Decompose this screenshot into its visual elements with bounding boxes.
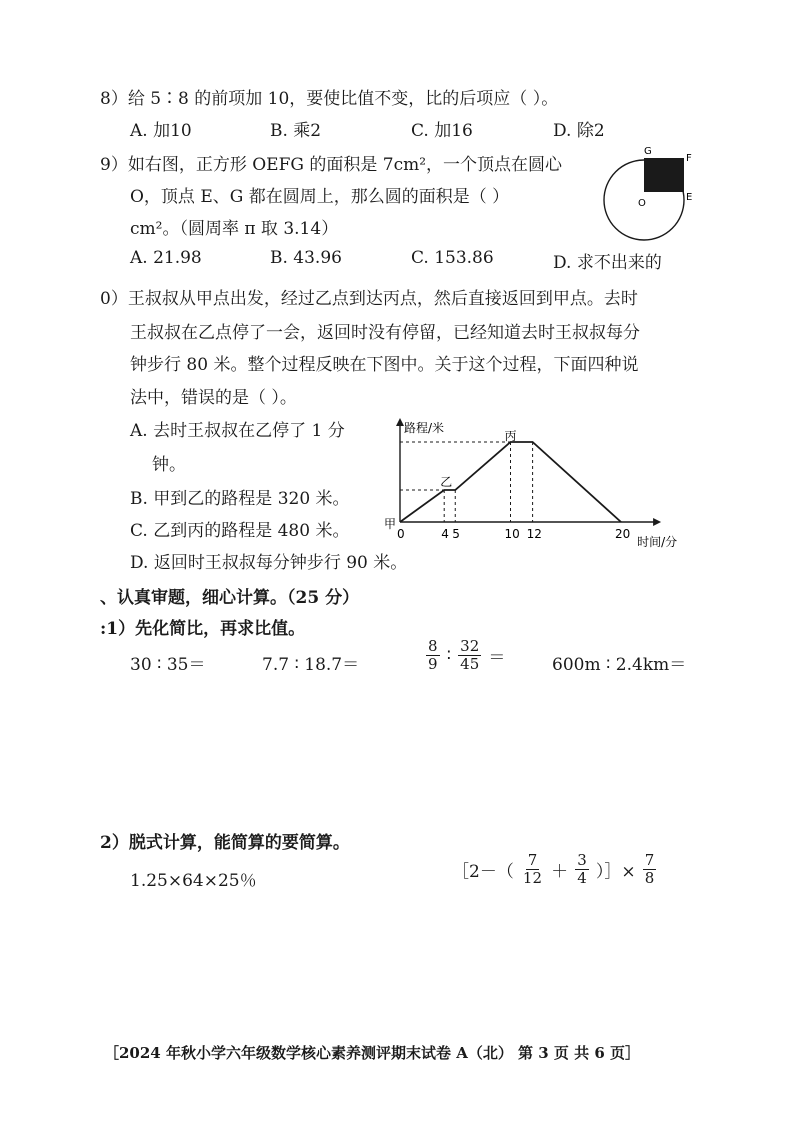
part2-title: 2）脱式计算，能简算的要简算。 [100,833,350,853]
part1-title: :1）先化简比，再求比值。 [100,619,306,639]
fraction-7-8: $\frac{7}{8}$ [644,851,655,887]
fraction-8-9: $\frac{8}{9}$ [428,637,438,673]
q10-option-b[interactable]: B. 甲到乙的路程是 320 米。 [130,489,350,509]
fraction-3-4: $\frac{3}{4}$ [577,851,587,887]
q10-line1: 0）王叔叔从甲点出发，经过乙点到达丙点，然后直接返回到甲点。去时 [100,289,638,309]
q9-line1: 9）如右图，正方形 OEFG 的面积是 7cm²，一个顶点在圆心 [100,155,563,175]
q10-option-a[interactable]: A. 去时王叔叔在乙停了 1 分 [130,421,345,441]
calc-expr-1: 1.25×64×25％ [130,871,257,891]
label-g: G [644,146,652,157]
x-axis-label: 时间/分 [637,535,678,549]
distance-time-chart [376,404,710,550]
ratio-expr-3: $\frac{8}{9}$ ∶ $\frac{32}{45}$ ＝ [428,637,506,673]
label-o: O [638,198,646,209]
ratio-expr-1: 30 ∶ 35＝ [130,655,206,675]
x-tick-label: 12 [526,527,542,541]
q9-option-d[interactable]: D. 求不出来的 [553,253,662,273]
x-axis-arrow [653,518,661,526]
q9-line3: cm²。（圆周率 π 取 3.14） [130,219,339,239]
circle-square-figure [598,142,702,242]
label-f: F [686,153,692,164]
q9-option-c[interactable]: C. 153.86 [411,248,494,268]
point-label-yi: 乙 [440,475,453,489]
q10-option-c[interactable]: C. 乙到丙的路程是 480 米。 [130,521,350,541]
q9-option-a[interactable]: A. 21.98 [130,248,202,268]
point-label-bing: 丙 [504,429,517,443]
q10-line4: 法中，错误的是（ ）。 [130,388,297,408]
q8-stem: 8）给 5∶8 的前项加 10，要使比值不变，比的后项应（ ）。 [100,89,559,109]
x-tick-label: 4 [441,527,449,541]
x-tick-label: 10 [504,527,520,541]
q8-option-c[interactable]: C. 加16 [411,121,473,141]
ratio-expr-4: 600m ∶ 2.4km＝ [552,655,687,675]
x-tick-label: 5 [452,527,460,541]
point-label-jia: 甲 [384,517,397,531]
q10-line3: 钟步行 80 米。整个过程反映在下图中。关于这个过程，下面四种说 [130,355,639,375]
q10-option-a-cont: 钟。 [152,455,186,475]
x-tick-label: 20 [615,527,631,541]
q8-option-a[interactable]: A. 加10 [130,121,192,141]
y-axis-label: 路程/米 [404,421,445,435]
page-footer: ［2024 年秋小学六年级数学核心素养测评期末试卷 A（北） 第 3 页 共 6 页］ [104,1044,641,1062]
x-tick-label: 0 [397,527,405,541]
ratio-expr-2: 7.7 ∶ 18.7＝ [262,655,360,675]
calc-expr-2: ［2－（ $\frac{7}{12}$ ＋ $\frac{3}{4}$ ）］× $\frac{7}{8}$ [452,851,655,887]
fraction-7-12: $\frac{7}{12}$ [522,851,543,887]
chart-guide-lines [400,442,533,522]
q8-option-b[interactable]: B. 乘2 [270,121,322,141]
q9-option-b[interactable]: B. 43.96 [270,248,342,268]
label-e: E [686,192,693,203]
q10-option-d[interactable]: D. 返回时王叔叔每分钟步行 90 米。 [130,553,408,573]
section-title: 、认真审题，细心计算。（25 分） [100,588,360,608]
y-axis-arrow [396,418,404,426]
fraction-32-45: $\frac{32}{45}$ [460,637,480,673]
square-oefg [644,158,684,192]
q10-line2: 王叔叔在乙点停了一会，返回时没有停留，已经知道去时王叔叔每分 [130,323,640,343]
q9-line2: O，顶点 E、G 都在圆周上，那么圆的面积是（ ） [130,187,510,207]
q8-option-d[interactable]: D. 除2 [553,121,605,141]
